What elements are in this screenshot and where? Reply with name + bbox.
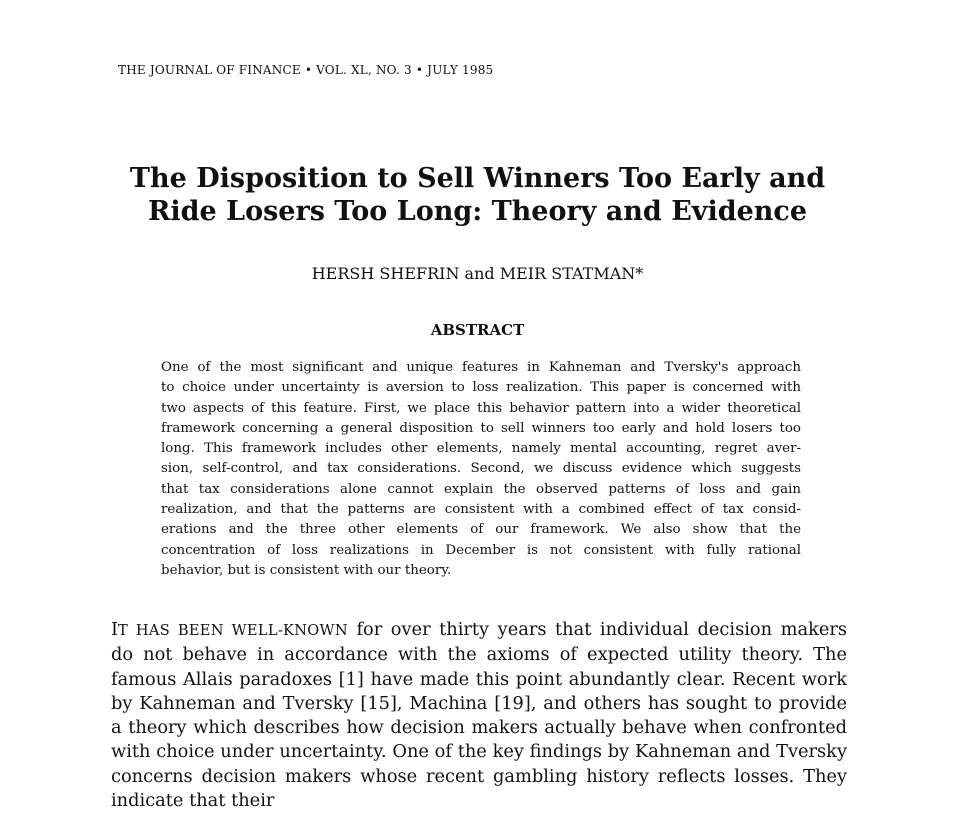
initial-letter: I	[111, 619, 119, 640]
body-line: with choice under uncertainty. One of the key findings by Kahneman and Tversky	[111, 741, 847, 763]
abstract-line: realization, and that the patterns are consistent with a combined effect of tax consid-	[161, 502, 801, 518]
abstract-line: behavior, but is consistent with our theory.	[161, 562, 452, 578]
abstract-body	[161, 358, 801, 581]
abstract-line: two aspects of this feature. First, we place this behavior pattern into a wider theoretical	[161, 400, 801, 416]
abstract-line: One of the most significant and unique features in Kahneman and Tversky's approach	[161, 360, 801, 375]
title-line-1: The Disposition to Sell Winners Too Early and	[129, 163, 826, 194]
abstract-line: framework concerning a general disposition to sell winners too early and hold losers too	[161, 420, 801, 436]
authors-line: HERSH SHEFRIN and MEIR STATMAN*	[311, 264, 644, 283]
body-line: concerns decision makers whose recent gambling history reflects losses. They	[111, 765, 847, 787]
journal-header: THE JOURNAL OF FINANCE • VOL. XL, NO. 3 • JULY 1985	[118, 63, 494, 77]
body-line-1-rest: for over thirty years that individual decision makers	[347, 619, 847, 640]
abstract-line: that tax considerations alone cannot explain the observed patterns of loss and gain	[161, 481, 801, 497]
body-paragraph	[111, 618, 847, 813]
abstract-line: to choice under uncertainty is aversion to loss realization. This paper is concerned with	[161, 380, 801, 396]
body-line: by Kahneman and Tversky [15], Machina [19], and others has sought to provide	[111, 692, 847, 714]
abstract-line: erations and the three other elements of our framework. We also show that the	[161, 522, 801, 538]
abstract-line: concentration of loss realizations in December is not consistent with fully rational	[161, 542, 801, 558]
body-line: indicate that their	[111, 790, 275, 812]
body-line: famous Allais paradoxes [1] have made this point abundantly clear. Recent work	[111, 668, 847, 690]
title-line-2: Ride Losers Too Long: Theory and Evidence	[147, 196, 808, 227]
small-caps-lead: T HAS BEEN WELL-KNOWN	[118, 622, 348, 639]
body-line: a theory which describes how decision makers actually behave when confronted	[111, 717, 847, 739]
body-line: do not behave in accordance with the axioms of expected utility theory. The	[111, 644, 847, 666]
abstract-line: long. This framework includes other elements, namely mental accounting, regret aver-	[161, 441, 801, 457]
abstract-line: sion, self-control, and tax considerations. Second, we discuss evidence which suggests	[161, 461, 801, 477]
abstract-heading: ABSTRACT	[430, 321, 525, 339]
paper-title	[0, 162, 955, 228]
body-line-first	[111, 618, 847, 643]
